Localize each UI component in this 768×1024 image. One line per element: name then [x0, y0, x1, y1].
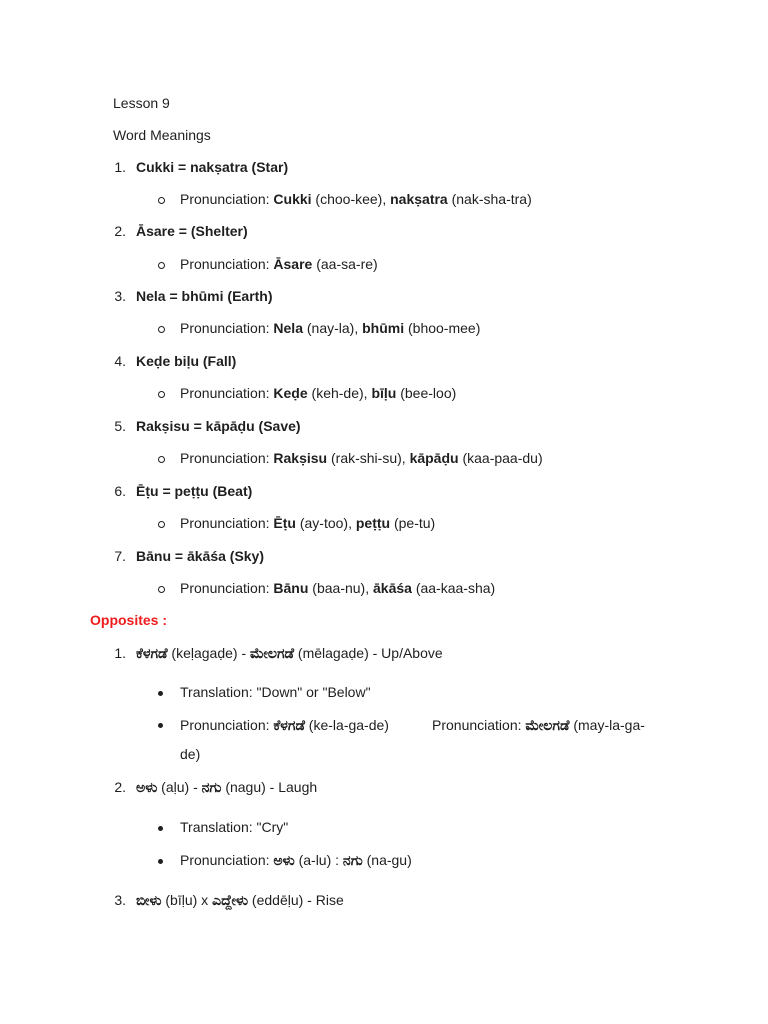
- circle-bullet-icon: [158, 326, 165, 333]
- term-sound: (keh-de),: [307, 385, 372, 401]
- opposite-pair: [136, 644, 443, 662]
- pronunciation-label: Pronunciation:: [180, 320, 274, 336]
- term: nakṣatra: [390, 191, 448, 207]
- kannada-word: ನಗು: [342, 852, 363, 868]
- kannada-word: ಅಳು: [273, 852, 295, 868]
- pronunciation-label: Pronunciation:: [180, 450, 274, 466]
- circle-bullet-icon: [158, 456, 165, 463]
- transliteration: (nagu) - Laugh: [221, 779, 318, 795]
- kannada-word: ಮೇಲಗಡೆ: [525, 717, 570, 733]
- term: kāpāḍu: [409, 450, 459, 466]
- section-title: Word Meanings: [113, 127, 211, 143]
- pronunciation-line: [180, 716, 389, 734]
- term-sound: (pe-tu): [390, 515, 436, 531]
- pronunciation-label: Pronunciation:: [180, 717, 274, 733]
- term-sound: (a-lu) :: [294, 852, 343, 868]
- circle-bullet-icon: [158, 197, 165, 204]
- kannada-word: ಎದ್ದೇಳು: [212, 892, 249, 908]
- circle-bullet-icon: [158, 262, 165, 269]
- transliteration: (keḷagaḍe) -: [167, 645, 250, 661]
- pronunciation-line: [180, 384, 456, 402]
- term-sound: (may-la-ga-: [569, 717, 645, 733]
- word-title: Rakṣisu = kāpāḍu (Save): [136, 418, 301, 434]
- term: Ēṭu: [273, 515, 296, 531]
- term-sound: (baa-nu),: [308, 580, 373, 596]
- list-number: 7.: [114, 548, 126, 564]
- transliteration: (aḷu) -: [157, 779, 202, 795]
- pronunciation-line: [180, 190, 532, 208]
- pronunciation-line: [180, 579, 495, 597]
- term-sound: (kaa-paa-du): [458, 450, 543, 466]
- term: Bānu: [273, 580, 309, 596]
- term-sound: (na-gu): [362, 852, 412, 868]
- bullet-icon: [158, 826, 163, 831]
- kannada-word: ಕೆಳಗಡೆ: [273, 717, 305, 733]
- circle-bullet-icon: [158, 391, 165, 398]
- pronunciation-label: Pronunciation:: [180, 385, 274, 401]
- term-sound: (bhoo-mee): [404, 320, 481, 336]
- term: Cukki: [273, 191, 312, 207]
- pronunciation-line: [180, 449, 543, 467]
- transliteration: (mēlagaḍe) - Up/Above: [294, 645, 443, 661]
- opposite-pair: [136, 778, 317, 796]
- term: Keḍe: [273, 385, 308, 401]
- bullet-icon: [158, 859, 163, 864]
- pronunciation-label: Pronunciation:: [432, 717, 526, 733]
- translation-line: Translation: "Down" or "Below": [180, 684, 371, 700]
- kannada-word: ಮೇಲಗಡೆ: [250, 645, 295, 661]
- lesson-title: Lesson 9: [113, 95, 170, 111]
- term-sound: (nak-sha-tra): [447, 191, 532, 207]
- term: bhūmi: [362, 320, 405, 336]
- term: bīḷu: [371, 385, 397, 401]
- term-sound: (nay-la),: [302, 320, 363, 336]
- pronunciation-label: Pronunciation:: [180, 515, 274, 531]
- kannada-word: ಬೀಳು: [136, 892, 162, 908]
- term-sound: (choo-kee),: [311, 191, 391, 207]
- term: Rakṣisu: [273, 450, 328, 466]
- word-title: Keḍe biḷu (Fall): [136, 353, 237, 369]
- circle-bullet-icon: [158, 521, 165, 528]
- opposite-pair: [136, 891, 344, 909]
- translation-line: Translation: "Cry": [180, 819, 289, 835]
- word-title: Bānu = ākāśa (Sky): [136, 548, 265, 564]
- pronunciation-line: [432, 716, 645, 734]
- term: Āsare: [273, 256, 313, 272]
- list-number: 3.: [114, 892, 126, 908]
- pronunciation-label: Pronunciation:: [180, 191, 274, 207]
- word-title: Nela = bhūmi (Earth): [136, 288, 273, 304]
- term-sound: (bee-loo): [396, 385, 457, 401]
- list-number: 1.: [114, 645, 126, 661]
- pronunciation-line: [180, 514, 435, 532]
- circle-bullet-icon: [158, 586, 165, 593]
- pronunciation-line: [180, 851, 412, 869]
- kannada-word: ನಗು: [201, 779, 222, 795]
- list-number: 5.: [114, 418, 126, 434]
- pronunciation-label: Pronunciation:: [180, 256, 274, 272]
- kannada-word: ಕೆಳಗಡೆ: [136, 645, 168, 661]
- word-title: Āsare = (Shelter): [136, 223, 248, 239]
- pronunciation-label: Pronunciation:: [180, 580, 274, 596]
- list-number: 2.: [114, 223, 126, 239]
- list-number: 4.: [114, 353, 126, 369]
- term: Nela: [273, 320, 303, 336]
- word-title: Cukki = nakṣatra (Star): [136, 159, 289, 175]
- list-number: 2.: [114, 779, 126, 795]
- list-number: 6.: [114, 483, 126, 499]
- pronunciation-label: Pronunciation:: [180, 852, 274, 868]
- transliteration: (bīḷu) x: [161, 892, 213, 908]
- bullet-icon: [158, 691, 163, 696]
- term-sound: (aa-kaa-sha): [411, 580, 496, 596]
- word-title: Ēṭu = peṭṭu (Beat): [136, 483, 253, 499]
- term: peṭṭu: [355, 515, 391, 531]
- pronunciation-line: [180, 255, 378, 273]
- term-sound: (aa-sa-re): [312, 256, 378, 272]
- term-sound: (ay-too),: [295, 515, 356, 531]
- term-sound: (ke-la-ga-de): [304, 717, 389, 733]
- kannada-word: ಅಳು: [136, 779, 158, 795]
- bullet-icon: [158, 723, 163, 728]
- pronunciation-continuation: de): [180, 746, 201, 762]
- term-sound: (rak-shi-su),: [327, 450, 410, 466]
- opposites-heading: Opposites :: [90, 612, 168, 628]
- list-number: 1.: [114, 159, 126, 175]
- term: ākāśa: [373, 580, 412, 596]
- transliteration: (eddēḷu) - Rise: [248, 892, 344, 908]
- list-number: 3.: [114, 288, 126, 304]
- pronunciation-line: [180, 319, 480, 337]
